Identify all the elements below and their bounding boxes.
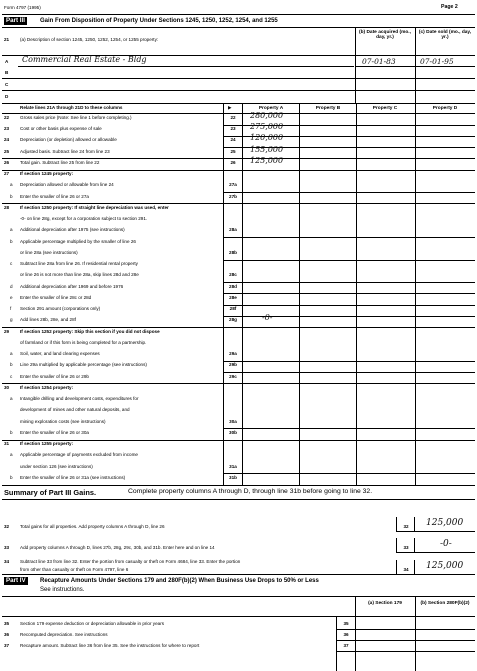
part4-title: Recapture Amounts Under Sections 179 and 280F(b)(2) When Business Use Drops to 50% or Less bbox=[40, 578, 319, 584]
summary-line-label: Add property columns A through D, lines 27b, 28g, 29c, 30b, and 31b. Enter here and on line 14 bbox=[20, 545, 215, 550]
line-box-number: 28e bbox=[229, 294, 237, 300]
line-number: b bbox=[10, 238, 13, 244]
line-number: c bbox=[10, 373, 13, 379]
line-label: Total gain. Subtract line 25 from line 22 bbox=[20, 159, 100, 165]
line-label: Additional depreciation after 1975 (see instructions) bbox=[20, 227, 125, 233]
summary-line-number: 32 bbox=[4, 524, 10, 529]
line-rule bbox=[223, 237, 475, 238]
section-179-header: (a) Section 179 bbox=[368, 601, 402, 606]
row-letter: C bbox=[5, 82, 9, 87]
line-box-number: 26 bbox=[230, 159, 236, 165]
line-label: mining exploration costs (see instructions) bbox=[20, 418, 106, 424]
summary-subtitle: Complete property columns A through D, through line 31b before going to line 32. bbox=[128, 488, 373, 495]
line-label: of farmland or if this form is being completed for a partnership. bbox=[20, 339, 147, 345]
page-number: Page 2 bbox=[441, 4, 458, 10]
summary-value[interactable]: 125,000 bbox=[426, 518, 464, 528]
line-box-number: 27a bbox=[229, 182, 237, 188]
box-divider bbox=[396, 560, 397, 574]
line-box-number: 28b bbox=[229, 249, 237, 255]
line-number: a bbox=[10, 452, 13, 458]
line-number: f bbox=[10, 306, 12, 312]
line-label: Soil, water, and land clearing expenses bbox=[20, 351, 100, 357]
line-box-number: 31a bbox=[229, 463, 237, 469]
summary-line-number: 34 bbox=[4, 559, 10, 564]
line-rule bbox=[223, 293, 475, 294]
relate-instruction: Relate lines 21A through 21D to these columns bbox=[20, 105, 123, 110]
line-label: -0- on line 28g, except for a corporation subject to section 291. bbox=[20, 216, 148, 222]
section-rule bbox=[2, 440, 223, 441]
section-rule bbox=[2, 327, 223, 328]
line-label: or line 26 is not more than line 28a, skip lines 28d and 28e bbox=[20, 272, 139, 278]
line-rule bbox=[223, 203, 475, 204]
line-box-number: 30a bbox=[229, 418, 237, 424]
line-number: 24 bbox=[4, 137, 10, 143]
line-rule bbox=[223, 361, 475, 362]
property-c-header: Property C bbox=[372, 106, 398, 111]
line-label: If section 1254 property: bbox=[20, 384, 74, 390]
line-number: b bbox=[10, 474, 13, 480]
row-letter: A bbox=[5, 59, 9, 64]
value-rule bbox=[396, 531, 475, 532]
line-rule bbox=[223, 316, 475, 317]
line-box-number: 23 bbox=[230, 126, 236, 132]
form-id: Form 4797 (1995) bbox=[4, 5, 41, 10]
line-box-number: 29b bbox=[229, 362, 237, 368]
line-number: b bbox=[10, 429, 13, 435]
line-label: Enter the smaller of line 26 or 31a (see instructions) bbox=[20, 474, 126, 480]
line-label: If section 1252 property: Skip this section if you did not dispose bbox=[20, 328, 160, 334]
line-number: 31 bbox=[4, 441, 10, 447]
section-rule bbox=[2, 158, 223, 159]
part4-rule bbox=[336, 640, 475, 641]
section-rule bbox=[2, 203, 223, 204]
part4-line-label: Section 179 expense deduction or depreciation allowable in prior years bbox=[20, 621, 165, 626]
part3-title: Gain From Disposition of Property Under Sections 1245, 1250, 1252, 1254, and 1255 bbox=[40, 18, 278, 24]
line-label: Enter the smaller of line 26 or 27a bbox=[20, 193, 89, 199]
summary-value[interactable]: -0- bbox=[440, 539, 452, 549]
property-a-value[interactable]: 155,000 bbox=[250, 144, 284, 154]
line-number: 25 bbox=[4, 148, 10, 154]
line-rule bbox=[223, 383, 475, 384]
line-number: a bbox=[10, 396, 13, 402]
line-rule bbox=[223, 305, 475, 306]
line-label: If section 1245 property: bbox=[20, 171, 74, 177]
summary-box-number: 32 bbox=[403, 524, 409, 529]
line-label: Enter the smaller of line 28c or 28d bbox=[20, 294, 92, 300]
part4-box-number: 36 bbox=[343, 632, 349, 637]
part4-line-number: 36 bbox=[4, 632, 10, 637]
line-label: Enter the smaller of line 26 or 29b bbox=[20, 373, 89, 379]
line-box-number: 30b bbox=[229, 429, 237, 435]
line-number: 28 bbox=[4, 204, 10, 210]
line-box-number: 28d bbox=[229, 283, 237, 289]
line-rule bbox=[223, 170, 475, 171]
property-a-header: Property A bbox=[258, 106, 284, 111]
part4-box-number: 37 bbox=[343, 643, 349, 648]
summary-line-label: Total gains for all properties. Add property columns A through D, line 26 bbox=[20, 524, 165, 529]
line-rule bbox=[223, 327, 475, 328]
line-box-number: 28c bbox=[229, 272, 237, 278]
date-sold-header: (c) Date sold (mo., day, yr.) bbox=[418, 30, 472, 41]
line-number: 26 bbox=[4, 159, 10, 165]
part4-box-number: 35 bbox=[343, 621, 349, 626]
line-label: Intangible drilling and development costs, expenditures for bbox=[20, 396, 139, 402]
line-box-number: 31b bbox=[229, 474, 237, 480]
date-acquired-header: (b) Date acquired (mo., day, yr.) bbox=[359, 30, 411, 41]
line-label: Applicable percentage of payments excluded from income bbox=[20, 452, 138, 458]
line-label: Depreciation (or depletion) allowed or allowable bbox=[20, 137, 117, 143]
row-letter: B bbox=[5, 70, 9, 75]
line-label: development of mines and other natural deposits, and bbox=[20, 407, 130, 413]
line-number: a bbox=[10, 227, 13, 233]
line-label: Adjusted basis. Subtract line 24 from line 23 bbox=[20, 148, 110, 154]
property-a-value[interactable]: 125,000 bbox=[250, 155, 284, 165]
summary-title: Summary of Part III Gains. bbox=[4, 488, 97, 497]
line-label: Depreciation allowed or allowable from line 24 bbox=[20, 182, 114, 188]
property-b-header: Property B bbox=[315, 106, 341, 111]
part4-line-number: 37 bbox=[4, 643, 10, 648]
line-box-number: 28a bbox=[229, 227, 237, 233]
line-label: Add lines 28b, 28e, and 28f bbox=[20, 317, 76, 323]
part4-label: Part IV bbox=[6, 577, 26, 584]
box-divider bbox=[414, 560, 415, 574]
line-number: 29 bbox=[4, 328, 10, 334]
line-box-number: 29c bbox=[229, 373, 237, 379]
row-letter: D bbox=[5, 94, 9, 99]
property-a-value[interactable]: 275,000 bbox=[250, 122, 284, 132]
line-box-number: 27b bbox=[229, 193, 237, 199]
line-label: or line 28a (see instructions) bbox=[20, 249, 78, 255]
part4-line-label: Recapture amount. Subtract line 36 from line 35. See the instructions for where to report bbox=[20, 643, 200, 648]
section-rule bbox=[2, 170, 223, 171]
line-number: g bbox=[10, 317, 13, 323]
line-number: 23 bbox=[4, 126, 10, 132]
line-rule bbox=[223, 282, 475, 283]
line-number: e bbox=[10, 294, 13, 300]
line-label: If section 1255 property: bbox=[20, 441, 74, 447]
section-rule bbox=[2, 383, 223, 384]
line-label: Section 291 amount (corporations only) bbox=[20, 306, 101, 312]
line-number: a bbox=[10, 351, 13, 357]
line21-number: 21 bbox=[4, 37, 10, 42]
line-number: d bbox=[10, 283, 13, 289]
part4-rule bbox=[336, 651, 475, 652]
line-number: c bbox=[10, 261, 13, 267]
line-box-number: 22 bbox=[230, 115, 236, 120]
part4-line-number: 35 bbox=[4, 621, 10, 626]
line-rule bbox=[223, 440, 475, 441]
part4-line-label: Recomputed depreciation. See instructions bbox=[20, 632, 108, 637]
summary-box-number: 34 bbox=[403, 567, 409, 572]
line-box-number: 28g bbox=[229, 317, 237, 323]
line-label: Gross sales price (Note: See line 1 before completing.) bbox=[20, 115, 132, 120]
part4-rule bbox=[336, 629, 475, 630]
box-divider bbox=[396, 538, 397, 552]
line-rule bbox=[223, 372, 475, 373]
line-number: b bbox=[10, 193, 13, 199]
property-a-value[interactable]: 280,000 bbox=[250, 111, 284, 120]
header-rule bbox=[2, 14, 475, 15]
summary-line-label: Subtract line 33 from line 32. Enter the portion from casualty or theft on Form 4684, line 33. Enter the portion bbox=[20, 559, 241, 564]
part3-title-rule bbox=[2, 27, 475, 28]
section-280f-header: (b) Section 280F(b)(2) bbox=[420, 601, 470, 606]
arrow-icon: ▶ bbox=[228, 105, 232, 110]
part4-subtitle: See instructions. bbox=[40, 587, 85, 593]
line-label: Line 29a multiplied by applicable percentage (see instructions) bbox=[20, 362, 147, 368]
line-rule bbox=[223, 428, 475, 429]
summary-line-label: from other than casualty or theft on Form 4797, line 6 bbox=[20, 567, 129, 572]
property-a-value[interactable]: -0- bbox=[262, 313, 273, 323]
box-divider bbox=[414, 538, 415, 552]
line-box-number: 24 bbox=[230, 137, 236, 143]
summary-value[interactable]: 125,000 bbox=[426, 561, 464, 571]
line-box-number: 28f bbox=[229, 306, 237, 312]
value-rule bbox=[396, 552, 475, 553]
line-label: Subtract line 28a from line 26. If residential rental property bbox=[20, 261, 138, 267]
line-label: Additional depreciation after 1969 and before 1976 bbox=[20, 283, 124, 289]
box-divider bbox=[414, 517, 415, 531]
property-description[interactable]: Commercial Real Estate - Bldg bbox=[22, 55, 147, 64]
date-sold[interactable]: 07-01-95 bbox=[420, 57, 454, 66]
date-acquired[interactable]: 07-01-83 bbox=[362, 57, 396, 66]
line-label: under section 126 (see instructions) bbox=[20, 463, 93, 469]
line-number: 22 bbox=[4, 115, 10, 120]
line-label: If section 1250 property: If straight line depreciation was used, enter bbox=[20, 204, 169, 210]
line-rule bbox=[223, 260, 475, 261]
summary-line-number: 33 bbox=[4, 545, 10, 550]
line-rule bbox=[223, 192, 475, 193]
property-d-header: Property D bbox=[432, 106, 458, 111]
box-divider bbox=[396, 517, 397, 531]
line-rule bbox=[223, 473, 475, 474]
line-label: Cost or other basis plus expense of sale bbox=[20, 126, 102, 132]
line-label: Enter the smaller of line 26 or 30a bbox=[20, 429, 89, 435]
line-number: b bbox=[10, 362, 13, 368]
line-number: 27 bbox=[4, 171, 10, 177]
line-box-number: 25 bbox=[230, 148, 236, 154]
property-a-value[interactable]: 120,000 bbox=[250, 133, 284, 143]
line-label: Applicable percentage multiplied by the smaller of line 26 bbox=[20, 238, 136, 244]
part3-label: Part III bbox=[6, 17, 25, 24]
line-number: a bbox=[10, 182, 13, 188]
line-number: 30 bbox=[4, 384, 10, 390]
line21-label: (a) Description of section 1245, 1250, 1252, 1254, or 1255 property: bbox=[20, 37, 159, 42]
summary-box-number: 33 bbox=[403, 545, 409, 550]
line-box-number: 29a bbox=[229, 351, 237, 357]
